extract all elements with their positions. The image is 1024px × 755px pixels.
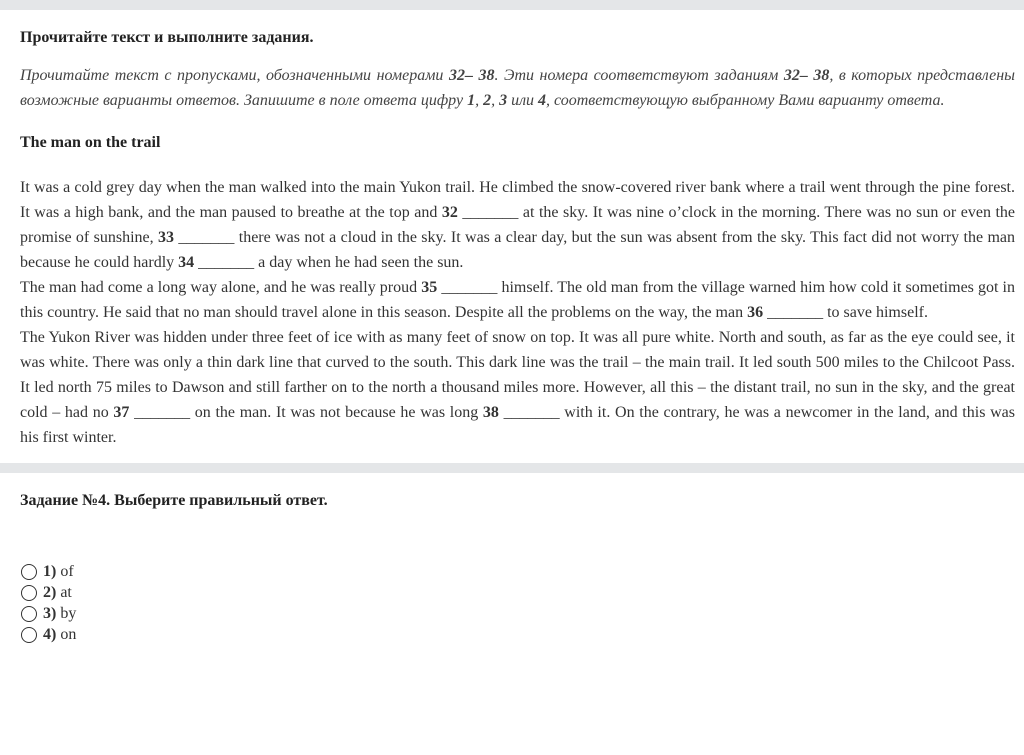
answer-option-2[interactable] — [20, 582, 1024, 603]
answer-option-3[interactable] — [20, 603, 1024, 624]
gap-number: 35 — [421, 279, 438, 296]
instructions-text: , в которых представлены возможные варианты ответов. Запишите в поле ответа цифру — [20, 67, 1016, 109]
instructions-digit: 4 — [538, 92, 547, 109]
radio-button[interactable] — [21, 627, 37, 643]
gap-number: 33 — [158, 229, 174, 246]
instructions — [20, 63, 1015, 113]
instructions-digit: 1 — [467, 92, 476, 109]
option-label: on — [60, 625, 77, 643]
answer-option-1[interactable] — [20, 561, 1024, 582]
instructions-text: . Эти номера соответствуют заданиям — [494, 67, 784, 84]
gap-number: 37 — [113, 404, 130, 421]
radio-button[interactable] — [21, 606, 37, 622]
gap-number: 32 — [441, 204, 458, 221]
gap-number: 38 — [482, 404, 499, 421]
task-title: Задание №4. Выберите правильный ответ. — [20, 492, 328, 509]
instructions-text: , — [491, 92, 500, 109]
radio-button[interactable] — [21, 585, 37, 601]
option-number: 2) — [43, 583, 57, 601]
story-fragment: _______ himself. The old man from the village warned him how cold it sometimes got in this country. He said that no man should travel alone in this season. Despite all the problems on the way, the man — [20, 279, 1016, 321]
story-paragraph — [20, 275, 1015, 325]
story-paragraph — [20, 175, 1015, 275]
radio-button[interactable] — [21, 564, 37, 580]
instructions-text: , — [475, 92, 484, 109]
gap-number: 34 — [178, 254, 195, 271]
instructions-text: Прочитайте текст с пропусками, обозначенными номерами — [20, 67, 449, 84]
answer-options — [20, 561, 1024, 645]
option-number: 4) — [43, 625, 57, 643]
story-fragment: _______ on the man. It was not because he was long — [129, 404, 483, 421]
instructions-digit: 2 — [483, 92, 492, 109]
instructions-text: или — [507, 92, 539, 109]
story-fragment: _______ there was not a cloud in the sky. It was a clear day, but the sun was absent from the sky. This fact did not worry the man because he could hardly — [20, 229, 1016, 271]
instructions-text: , соответствующую выбранному Вами варианту ответа. — [546, 92, 945, 109]
option-number: 1) — [43, 562, 57, 580]
gap-number: 36 — [747, 304, 764, 321]
story-paragraph — [20, 325, 1015, 450]
instructions-range: 32– 38 — [783, 67, 830, 84]
top-divider — [0, 0, 1024, 10]
story-fragment: It was a cold grey day when the man walked into the main Yukon trail. He climbed the snow-covered river bank where a trail went through the pine forest. It was a high bank, and the man paused to breathe at the top and — [20, 179, 1015, 221]
instructions-digit: 3 — [499, 92, 508, 109]
reading-card — [0, 28, 1024, 450]
option-label: of — [60, 562, 74, 580]
story-fragment: _______ a day when he had seen the sun. — [194, 254, 464, 271]
story-fragment: _______ with it. On the contrary, he was a newcomer in the land, and this was his first winter. — [20, 404, 1015, 446]
page-heading: Прочитайте текст и выполните задания. — [20, 29, 314, 46]
option-label: at — [60, 583, 72, 601]
story-title: The man on the trail — [20, 134, 161, 151]
story-fragment: The man had come a long way alone, and he was really proud — [20, 279, 422, 296]
story-fragment: The Yukon River was hidden under three feet of ice with as many feet of snow on top. It was all pure white. North and south, as far as the eye could see, it was white. There was only a thin dark line that curved to the south. This dark line was the trail – the main trail. It led south 500 miles to the Chilcoot Pass. It led north 75 miles to Dawson and still farther on to the north a thousand miles more. However, all this – the distant trail, no sun in the sky, and the great cold – had no — [20, 329, 1015, 421]
option-number: 3) — [43, 604, 57, 622]
story-fragment: _______ to save himself. — [763, 304, 928, 321]
answer-option-4[interactable] — [20, 624, 1024, 645]
instructions-range: 32– 38 — [448, 67, 495, 84]
story-fragment: _______ at the sky. It was nine o’clock in the morning. There was no sun or even the promise of sunshine, — [20, 204, 1016, 246]
story-text — [20, 175, 1015, 450]
section-divider — [0, 463, 1024, 473]
option-label: by — [60, 604, 77, 622]
